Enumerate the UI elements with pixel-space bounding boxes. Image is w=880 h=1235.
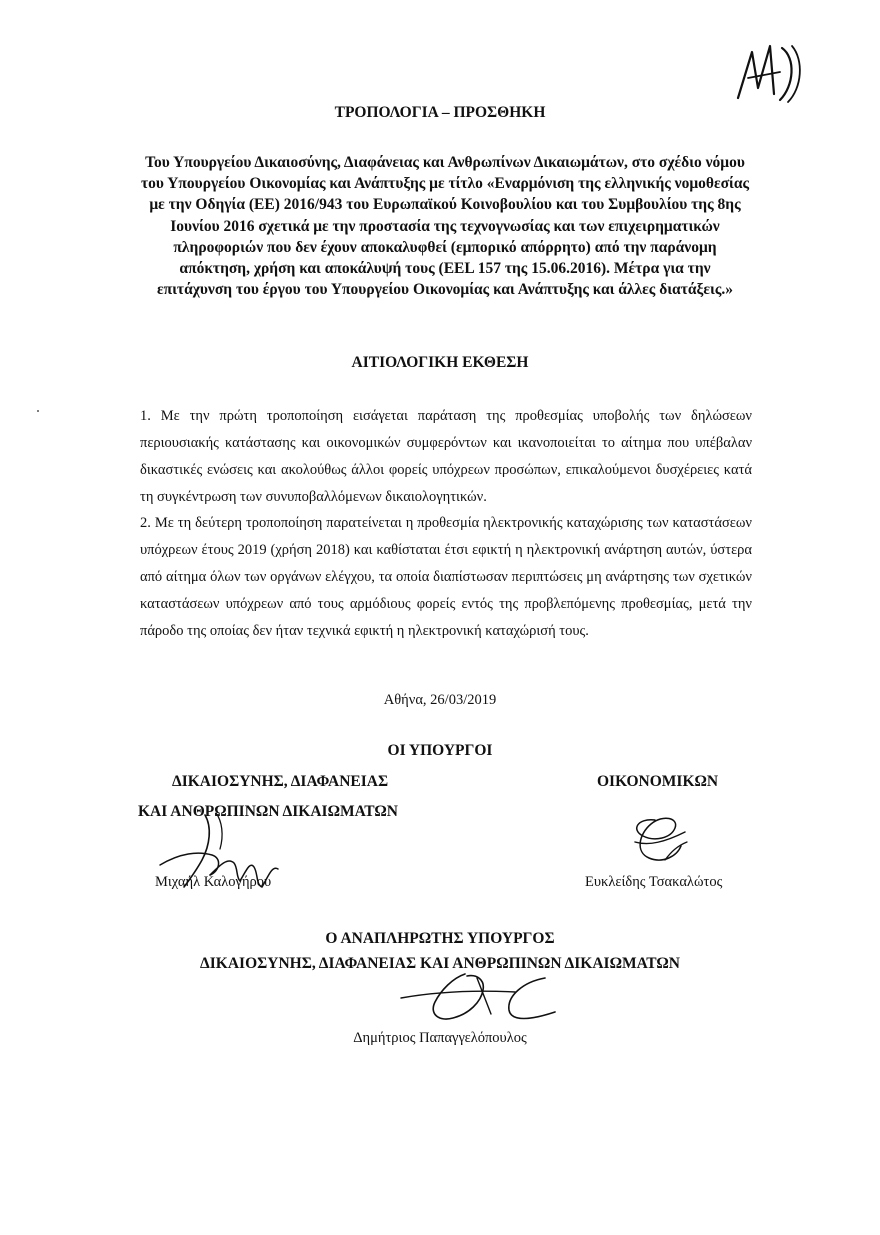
paragraph-2: 2. Με τη δεύτερη τροποποίηση παρατείνεται η προθεσμία ηλεκτρονικής καταχώρισης των καταστάσεων υπόχρεων έτους 2019 (χρήση 2018) και καθίσταται έτσι εφικτή η ηλεκτρονική ανάρτηση αυτών, ύστερα από αίτημα όλων των οργάνων ελέγχου, τα οποία διαπίστωσαν περιπτώσεις μη ανάρτησης των σχετικών καταστάσεων υπόχρεων από τους αρμόδιους φορείς εντός της προβλεπόμενης προθεσμίας, μετά την πάροδο της οποίας δεν ήταν τεχνικά εφικτή η ηλεκτρονική καταχώρισή τους.: [140, 515, 752, 639]
deputy-ministry-title: ΔΙΚΑΙΟΣΥΝΗΣ, ΔΙΑΦΑΝΕΙΑΣ ΚΑΙ ΑΝΘΡΩΠΙΝΩΝ ΔΙΚΑΙΩΜΑΤΩΝ: [200, 955, 680, 972]
report-heading: ΑΙΤΙΟΛΟΓΙΚΗ ΕΚΘΕΣΗ: [351, 354, 529, 371]
paragraph-1: 1. Με την πρώτη τροποποίηση εισάγεται παράταση της προθεσμίας υποβολής των δηλώσεων περιουσιακής κατάστασης και οικονομικών συμφερόντων και ικανοποιείται το αίτημα που υπέβαλαν δικαστικές ενώσεις και ακολούθως άλλοι φορείς υπόχρεων προσώπων, επικαλούμενοι δυσχέρειες κατά τη συγκέντρωση των συνυποβαλλόμενων δικαιολογητικών.: [140, 408, 752, 505]
justice-ministry-line-1: ΔΙΚΑΙΟΣΥΝΗΣ, ΔΙΑΦΑΝΕΙΑΣ: [172, 773, 389, 790]
signature-papaggelopoulos: [395, 968, 575, 1028]
finance-ministry: ΟΙΚΟΝΟΜΙΚΩΝ: [597, 773, 719, 790]
place-date: Αθήνα, 26/03/2019: [383, 692, 497, 708]
signer-3-name: Δημήτριος Παπαγγελόπουλος: [353, 1030, 527, 1046]
document-title: ΤΡΟΠΟΛΟΓΙΑ – ΠΡΟΣΘΗΚΗ: [334, 104, 546, 121]
deputy-minister-heading: Ο ΑΝΑΠΛΗΡΩΤΗΣ ΥΠΟΥΡΓΟΣ: [325, 930, 555, 947]
signer-2-name: Ευκλείδης Τσακαλώτος: [585, 874, 723, 890]
justice-ministry-line-2: ΚΑΙ ΑΝΘΡΩΠΙΝΩΝ ΔΙΚΑΙΩΜΑΤΩΝ: [138, 803, 398, 820]
ministers-heading: ΟΙ ΥΠΟΥΡΓΟΙ: [387, 742, 493, 759]
handwritten-mark-top-right: [730, 38, 810, 108]
scan-speck: [37, 410, 39, 412]
signature-tsakalotos: [615, 812, 695, 872]
document-subject: Του Υπουργείου Δικαιοσύνης, Διαφάνειας και Ανθρωπίνων Δικαιωμάτων, στο σχέδιο νόμου του Υπουργείου Οικονομίας και Ανάπτυξης με τίτλο «Εναρμόνιση της ελληνικής νομοθεσίας με την Οδηγία (ΕΕ) 2016/943 του Ευρωπαϊκού Κοινοβουλίου και του Συμβουλίου της 8ης Ιουνίου 2016 σχετικά με την προστασία της τεχνογνωσίας και των επιχειρηματικών πληροφοριών που δεν έχουν αποκαλυφθεί (εμπορικό απόρρητο) από την παράνομη απόκτηση, χρήση και αποκάλυψή τους (ΕΕL 157 της 15.06.2016). Μέτρα για την επιτάχυνση του έργου του Υπουργείου Οικονομίας και Ανάπτυξης και άλλες διατάξεις.»: [140, 154, 750, 299]
signer-1-name: Μιχαήλ Καλογήρου: [155, 874, 272, 890]
